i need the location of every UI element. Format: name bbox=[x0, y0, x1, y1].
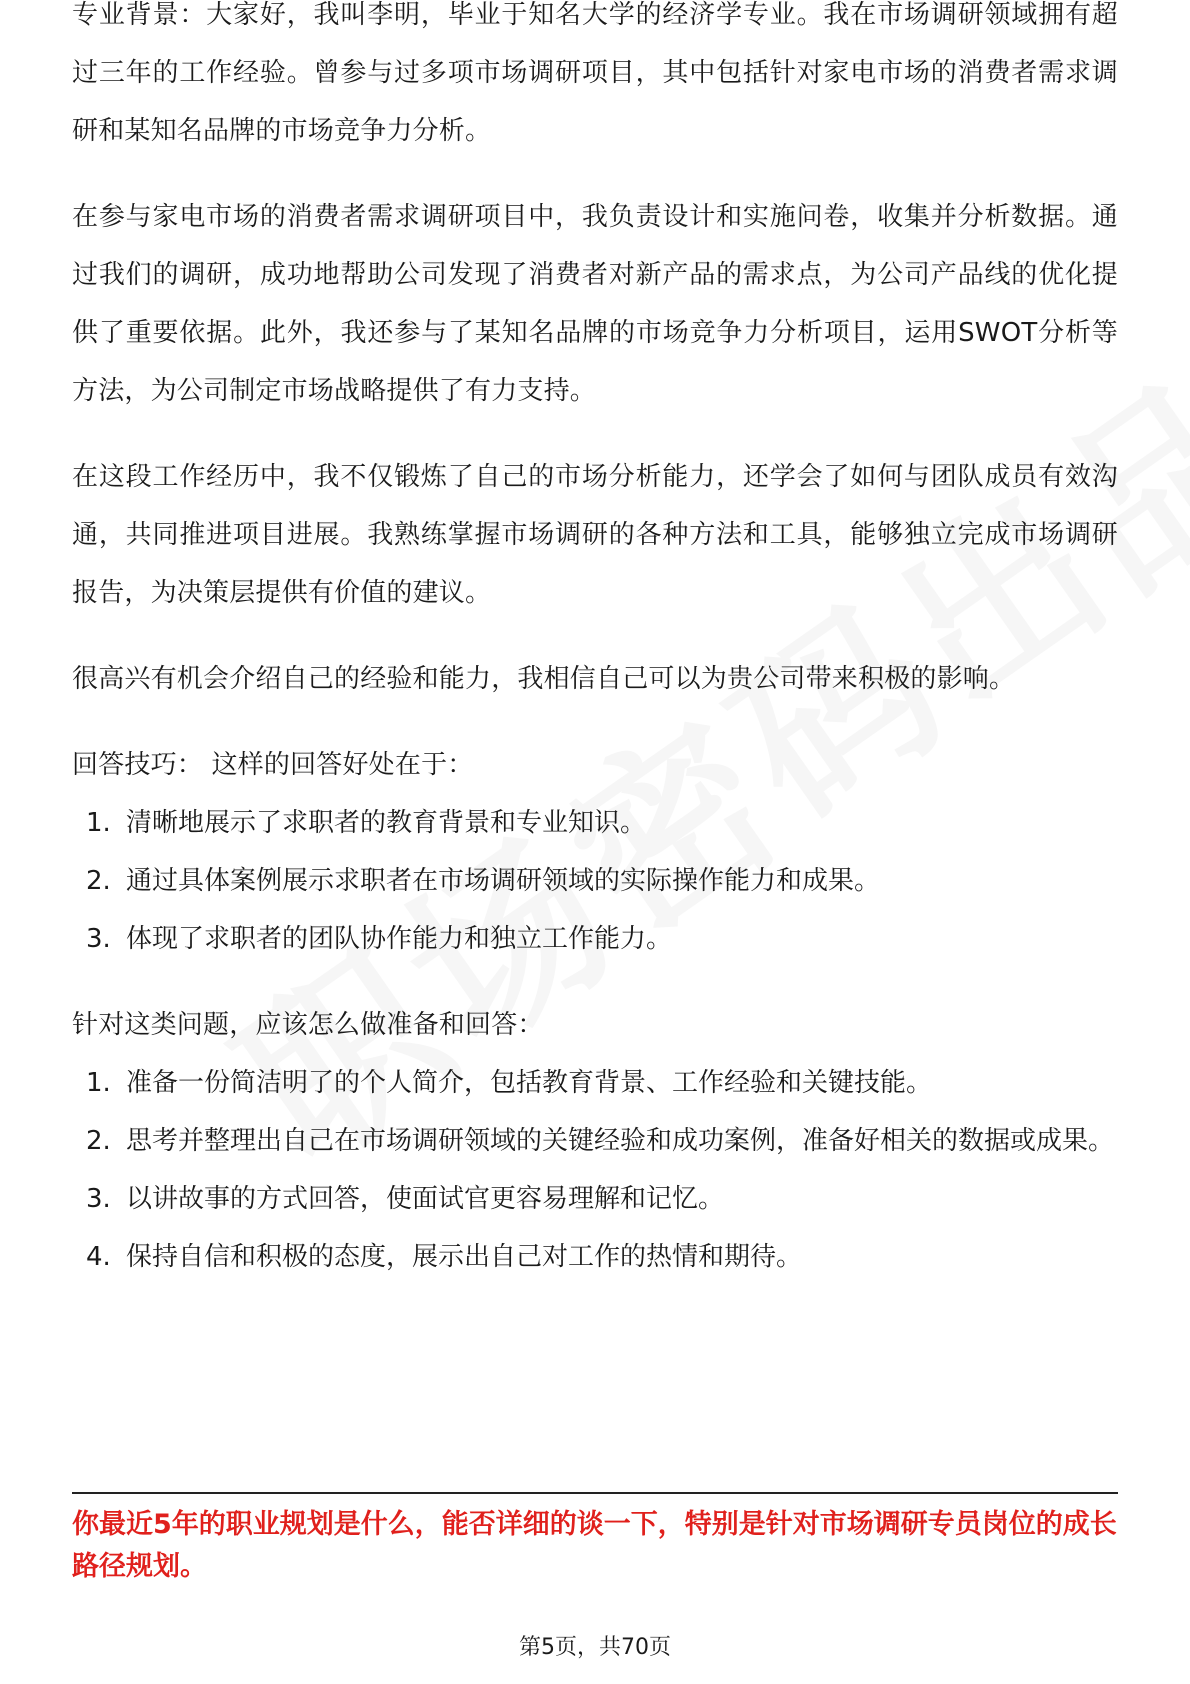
tips-list bbox=[72, 794, 1118, 968]
next-question-heading: 你最近5年的职业规划是什么，能否详细的谈一下，特别是针对市场调研专员岗位的成长路径规划。 bbox=[72, 1509, 1117, 1582]
section-divider bbox=[72, 1492, 1118, 1494]
list-item: 1. 清晰地展示了求职者的教育背景和专业知识。 bbox=[86, 808, 647, 838]
list-item: 3. 体现了求职者的团队协作能力和独立工作能力。 bbox=[86, 924, 673, 954]
paragraph-project-experience: 在参与家电市场的消费者需求调研项目中，我负责设计和实施问卷，收集并分析数据。通过我们的调研，成功地帮助公司发现了消费者对新产品的需求点，为公司产品线的优化提供了重要依据。此外，我还参与了某知名品牌的市场竞争力分析项目，运用SWOT分析等方法，为公司制定市场战略提供了有力支持。 bbox=[72, 202, 1118, 406]
prep-heading: 针对这类问题，应该怎么做准备和回答： bbox=[72, 1010, 544, 1040]
paragraph-closing: 很高兴有机会介绍自己的经验和能力，我相信自己可以为贵公司带来积极的影响。 bbox=[72, 664, 1016, 694]
paragraph-skills: 在这段工作经历中，我不仅锻炼了自己的市场分析能力，还学会了如何与团队成员有效沟通，共同推进项目进展。我熟练掌握市场调研的各种方法和工具，能够独立完成市场调研报告，为决策层提供有价值的建议。 bbox=[72, 462, 1118, 608]
page-content bbox=[72, 0, 1118, 1286]
list-item: 2. 思考并整理出自己在市场调研领域的关键经验和成功案例，准备好相关的数据或成果。 bbox=[86, 1126, 1115, 1156]
list-item: 3. 以讲故事的方式回答，使面试官更容易理解和记忆。 bbox=[86, 1184, 725, 1214]
page-number-footer: 第5页，共70页 bbox=[519, 1635, 671, 1660]
tips-heading: 回答技巧： 这样的回答好处在于： bbox=[72, 750, 474, 780]
list-item: 2. 通过具体案例展示求职者在市场调研领域的实际操作能力和成果。 bbox=[86, 866, 881, 896]
prep-list bbox=[72, 1054, 1118, 1286]
paragraph-background: 专业背景：大家好，我叫李明，毕业于知名大学的经济学专业。我在市场调研领域拥有超过三年的工作经验。曾参与过多项市场调研项目，其中包括针对家电市场的消费者需求调研和某知名品牌的市场竞争力分析。 bbox=[72, 0, 1118, 146]
list-item: 4. 保持自信和积极的态度，展示出自己对工作的热情和期待。 bbox=[86, 1242, 803, 1272]
list-item: 1. 准备一份简洁明了的个人简介，包括教育背景、工作经验和关键技能。 bbox=[86, 1068, 933, 1098]
